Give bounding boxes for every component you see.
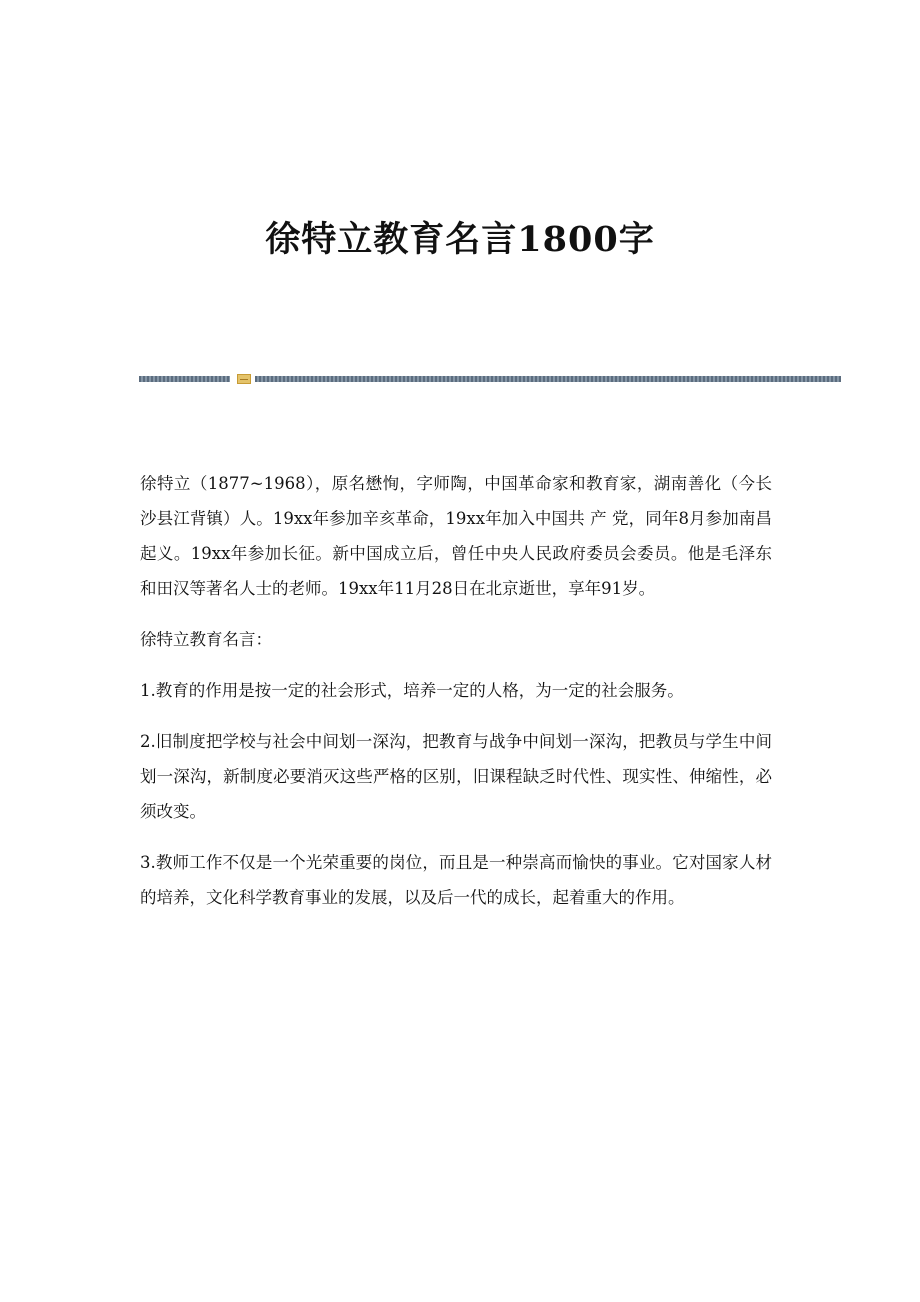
envelope-icon	[237, 374, 251, 384]
quotes-heading: 徐特立教育名言：	[140, 630, 272, 649]
document-body	[140, 466, 772, 931]
quote-item-1: 1.教育的作用是按一定的社会形式，培养一定的人格，为一定的社会服务。	[140, 681, 684, 700]
title-divider	[139, 374, 841, 384]
quote-item-3: 3.教师工作不仅是一个光荣重要的岗位，而且是一种崇高而愉快的事业。它对国家人材的培养，文化科学教育事业的发展，以及后一代的成长，起着重大的作用。	[140, 853, 772, 907]
page-title: 徐特立教育名言1800字	[265, 219, 655, 260]
divider-bar-left	[139, 376, 230, 382]
biography-paragraph: 徐特立（1877~1968），原名懋恂，字师陶，中国革命家和教育家，湖南善化（今长沙县江背镇）人。19xx年参加辛亥革命，19xx年加入中国共 产 党，同年8月参加南昌起义。19xx年参加长征。新中国成立后，曾任中央人民政府委员会委员。他是毛泽东和田汉等著名人士的老师。19xx年11月28日在北京逝世，享年91岁。	[140, 474, 772, 598]
divider-bar-right	[255, 376, 841, 382]
quote-item-2: 2.旧制度把学校与社会中间划一深沟，把教育与战争中间划一深沟，把教员与学生中间划一深沟，新制度必要消灭这些严格的区别，旧课程缺乏时代性、现实性、伸缩性，必须改变。	[140, 732, 772, 821]
